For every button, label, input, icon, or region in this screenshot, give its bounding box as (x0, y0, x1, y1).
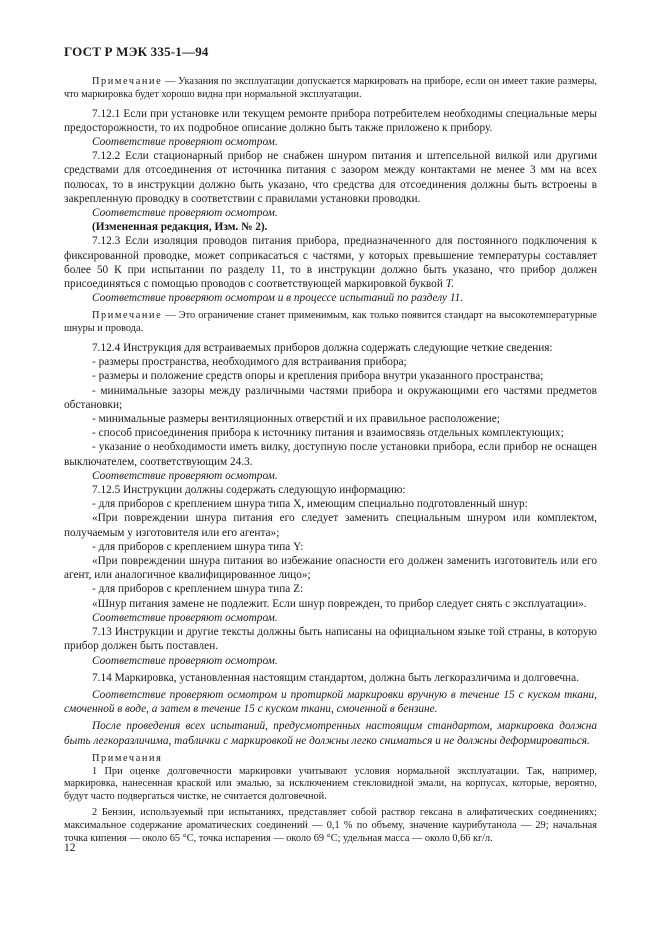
text-run: Соответствие проверяют осмотром. (92, 136, 278, 148)
page-number: 12 (64, 842, 76, 854)
text-run: - для приборов с креплением шнура типа Y: (92, 540, 304, 553)
text-run: 1 При оценке долговечности маркировки учитывают условия нормальной эксплуатации. Так, например, маркировка, нанесенная краской или эмалью, за исключением стекловидной эмали, на корпусах, которые, вероятно, будут часто подвергаться чистке, не считается долговечной. (64, 765, 597, 803)
paragraph (64, 412, 597, 426)
paragraph (64, 369, 597, 383)
paragraph (64, 611, 597, 625)
text-run: Соответствие проверяют осмотром и протиркой маркировки вручную в течение 15 с куском ткани, смоченной в воде, а затем в течение 15 с куском ткани, смоченной в бензине. (64, 688, 597, 716)
paragraph (64, 206, 597, 220)
text-run: 7.12.1 Если при установке или текущем ремонте прибора потребителем необходимы специальные меры предосторожности, то их подробное описание должно быть также приложено к прибору. (64, 107, 597, 134)
text-run: - способ присоединения прибора к источнику питания и взаимосвязь отдельных комплектующих; (92, 427, 564, 440)
text-run: - минимальные зазоры между различными частями прибора и окружающими его частями предметов обстановки; (64, 384, 597, 411)
text-run: 7.13 Инструкции и другие тексты должны быть написаны на официальном языке той страны, в которую прибор должен быть поставлен. (64, 626, 597, 653)
text-run: Примечания (92, 752, 163, 764)
paragraph (64, 554, 597, 582)
text-run: - размеры и положение средств опоры и крепления прибора внутри указанного пространства; (92, 370, 544, 383)
text-run: 7.12.4 Инструкция для встраиваемых приборов должна содержать следующие четкие сведения: (92, 342, 553, 355)
text-run: - указание о необходимости иметь вилку, доступную после установки прибора, если прибор не оснащен выключателем, соответствующим 24.3. (64, 441, 597, 468)
text-run: 2 Бензин, используемый при испытаниях, представляет собой раствор гексана в алифатических соединениях; максимальное содержание ароматических соединений — 0,1 % по объему, значение каурибутанола — 29; начальная точка кипения — около 65 °С, точка испарения — около 69 °С; удельная масса — около 0,66 кг/л. (64, 806, 597, 844)
text-run: - для приборов с креплением шнура типа Z: (92, 583, 304, 596)
paragraph (64, 234, 597, 291)
paragraph (64, 107, 597, 135)
paragraph (64, 497, 597, 511)
paragraph (64, 469, 597, 483)
paragraph (64, 76, 597, 102)
paragraph (64, 582, 597, 596)
paragraph (64, 440, 597, 468)
text-run: — Указания по эксплуатации допускается маркировать на приборе, если он имеет такие размеры, что маркировка будет хорошо видна при нормальной эксплуатации. (64, 76, 597, 100)
paragraph (64, 291, 597, 305)
paragraph (64, 671, 597, 685)
text-run: Соответствие проверяют осмотром и в процессе испытаний по разделу 11. (92, 292, 464, 305)
paragraph (64, 654, 597, 668)
paragraph (64, 753, 597, 766)
paragraph (64, 310, 597, 336)
text-run: «Шнур питания замене не подлежит. Если шнур поврежден, то прибор следует снять с эксплуатации». (92, 597, 587, 610)
text-run: Соответствие проверяют осмотром. (92, 469, 278, 482)
paragraph (64, 511, 597, 539)
text-run: (Измененная редакция, Изм. № 2). (92, 221, 268, 234)
paragraph (64, 688, 597, 716)
text-run: Примечание (92, 310, 163, 322)
text-run: 7.14 Маркировка, установленная настоящим стандартом, должна быть легкоразличима и долговечна. (92, 671, 579, 684)
text-run: Т. (445, 278, 455, 291)
paragraph (64, 625, 597, 653)
text-run: Соответствие проверяют осмотром. (92, 654, 278, 667)
paragraph (64, 483, 597, 497)
text-run: Соответствие проверяют осмотром. (92, 611, 278, 624)
text-run: - размеры пространства, необходимого для встраивания прибора; (92, 356, 407, 369)
paragraph (64, 719, 597, 747)
paragraph (64, 540, 597, 554)
standard-header: ГОСТ Р МЭК 335-1—94 (64, 44, 209, 59)
text-run: 7.12.2 Если стационарный прибор не снабжен шнуром питания и штепсельной вилкой или другими средствами для отсоединения от источника питания с зазором между контактами не менее 3 мм на всех полюсах, то в инструкции должно быть указано, что средства для отсоединения должны быть встроены в закрепленную проводку в соответствии с правилами установки проводки. (64, 150, 597, 205)
text-run: 7.12.3 Если изоляция проводов питания прибора, предназначенного для постоянного подключения к фиксированной проводке, может соприкасаться с частями, у которых превышение температуры составляет более 50 К при испытании по разделу 11, то в инструкции должно быть указано, что прибор должен присоединяться с помощью проводов с соответствующей маркировкой буквой (64, 235, 597, 291)
paragraph (64, 807, 597, 845)
paragraph (64, 135, 597, 149)
paragraph (64, 149, 597, 206)
paragraph (64, 384, 597, 412)
paragraph (64, 220, 597, 234)
text-run: — Это ограничение станет применимым, как только появится стандарт на высокотемпературные шнуры и провода. (64, 310, 597, 335)
text-run: «При повреждении шнура питания его следует заменить специальным шнуром или комплектом, получаемым у изготовителя или его агента»; (64, 512, 597, 539)
text-run: - для приборов с креплением шнура типа X, имеющим специально подготовленный шнур: (92, 498, 528, 511)
paragraph (64, 355, 597, 369)
paragraph (64, 341, 597, 355)
text-run: 7.12.5 Инструкции должны содержать следующую информацию: (92, 484, 406, 497)
paragraph (64, 597, 597, 611)
document-body (64, 76, 597, 845)
text-run: - минимальные размеры вентиляционных отверстий и их правильное расположение; (92, 413, 500, 426)
text-run: После проведения всех испытаний, предусмотренных настоящим стандартом, маркировка должна быть легкоразличима, таблички с маркировкой не должны легко сниматься и не должны деформироваться. (64, 720, 597, 747)
paragraph (64, 426, 597, 440)
text-run: «При повреждении шнура питания во избежание опасности его должен заменить изготовитель или его агент, или аналогичное квалифицированное лицо»; (64, 555, 597, 582)
paragraph (64, 766, 597, 804)
text-run: Соответствие проверяют осмотром. (92, 207, 278, 220)
text-run: Примечание (92, 76, 163, 87)
